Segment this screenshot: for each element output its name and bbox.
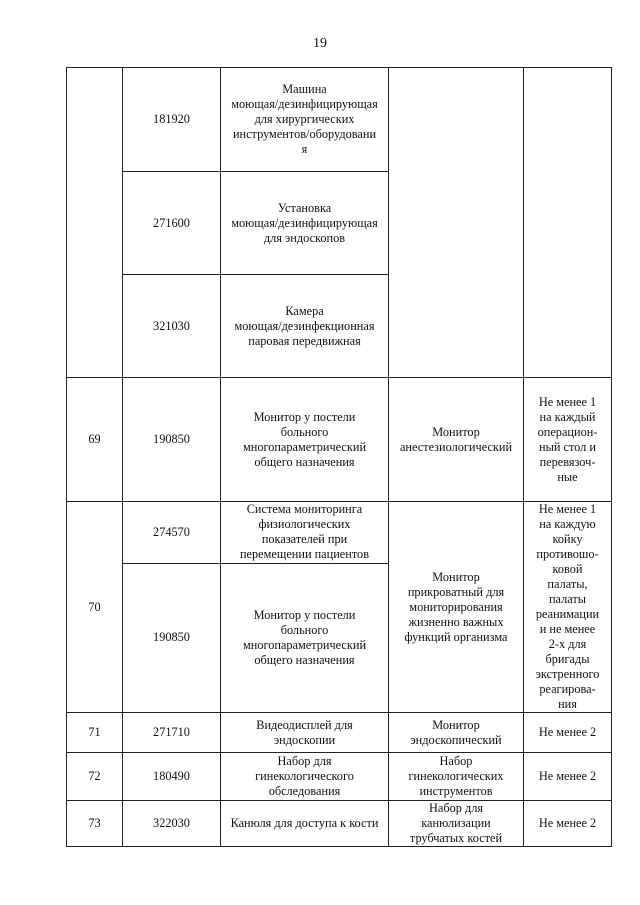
row-number: 71 [88, 725, 101, 739]
device-name: Система мониторинга физиологических показателей при перемещении пациентов [239, 502, 370, 562]
device-code: 271710 [153, 725, 190, 739]
device-name: Установка моющая/дезинфицирующая для эндоскопов [231, 200, 378, 245]
device-name-cell [221, 275, 389, 378]
quantity-cell [524, 378, 612, 502]
equipment-type-cell [389, 801, 524, 847]
row-number-cell [67, 801, 123, 847]
row-number: 72 [88, 769, 101, 783]
code-cell [123, 563, 221, 712]
code-cell [123, 378, 221, 502]
device-code: 181920 [153, 112, 190, 126]
equipment-type-cell [389, 502, 524, 713]
code-cell [123, 275, 221, 378]
device-code: 271600 [153, 215, 190, 230]
device-name: Канюля для доступа к кости [230, 816, 379, 830]
table-row [67, 801, 612, 847]
equipment-type: Монитор анестезиологический [399, 424, 513, 454]
table-row [67, 378, 612, 502]
device-name: Монитор у постели больного многопараметрический общего назначения [242, 409, 367, 469]
device-name: Монитор у постели больного многопараметрический общего назначения [242, 607, 367, 667]
quantity-cell [524, 713, 612, 753]
equipment-type-cell [389, 753, 524, 801]
code-cell [123, 172, 221, 275]
page-number: 19 [313, 36, 327, 51]
row-number: 70 [88, 599, 101, 614]
code-cell [123, 68, 221, 172]
row-number: 73 [88, 816, 101, 830]
row-number-cell [67, 68, 123, 378]
row-number-cell [67, 378, 123, 502]
device-name: Набор для гинекологического обследования [255, 754, 354, 798]
quantity-cell [524, 502, 612, 713]
table-row [67, 713, 612, 753]
device-code: 190850 [153, 630, 190, 645]
device-name: Камера моющая/дезинфекционная паровая передвижная [234, 303, 375, 348]
quantity: Не менее 1 на каждый операцион- ный стол и перевязоч- ные [537, 394, 598, 484]
equipment-type-cell [389, 68, 524, 378]
equipment-type: Монитор эндоскопический [410, 717, 502, 747]
row-number-cell [67, 713, 123, 753]
device-name-cell [221, 801, 389, 847]
quantity: Не менее 2 [538, 725, 597, 739]
row-number-cell [67, 753, 123, 801]
row-number: 69 [88, 432, 101, 446]
device-name: Видеодисплей для эндоскопии [256, 717, 353, 747]
equipment-type: Набор гинекологических инструментов [408, 754, 504, 798]
equipment-type-cell [389, 378, 524, 502]
device-name-cell [221, 172, 389, 275]
equipment-type: Набор для канюлизации трубчатых костей [409, 801, 503, 845]
table-row [67, 753, 612, 801]
device-name: Машина моющая/дезинфицирующая для хирургических инструментов/оборудовани я [231, 82, 378, 156]
device-name-cell [221, 68, 389, 172]
code-cell [123, 801, 221, 847]
device-code: 274570 [153, 524, 190, 539]
code-cell [123, 502, 221, 564]
device-name-cell [221, 563, 389, 712]
row-number-cell [67, 502, 123, 713]
device-code: 190850 [153, 432, 190, 446]
equipment-table [66, 67, 612, 847]
equipment-type-cell [389, 713, 524, 753]
device-code: 321030 [153, 318, 190, 333]
table-row [67, 68, 612, 172]
quantity: Не менее 2 [538, 816, 597, 830]
device-name-cell [221, 713, 389, 753]
device-code: 180490 [153, 769, 190, 783]
device-name-cell [221, 753, 389, 801]
device-code: 322030 [153, 816, 190, 830]
device-name-cell [221, 502, 389, 564]
code-cell [123, 713, 221, 753]
quantity-cell [524, 801, 612, 847]
quantity-cell [524, 68, 612, 378]
quantity-cell [524, 753, 612, 801]
table-row [67, 502, 612, 564]
device-name-cell [221, 378, 389, 502]
quantity: Не менее 1 на каждую койку противошо- ковой палаты, палаты реанимации и не менее 2-х для бригады экстренного реагирова- ния [535, 502, 600, 711]
equipment-type: Монитор прикроватный для мониторирования жизненно важных функций организма [404, 569, 508, 644]
quantity: Не менее 2 [538, 769, 597, 783]
code-cell [123, 753, 221, 801]
